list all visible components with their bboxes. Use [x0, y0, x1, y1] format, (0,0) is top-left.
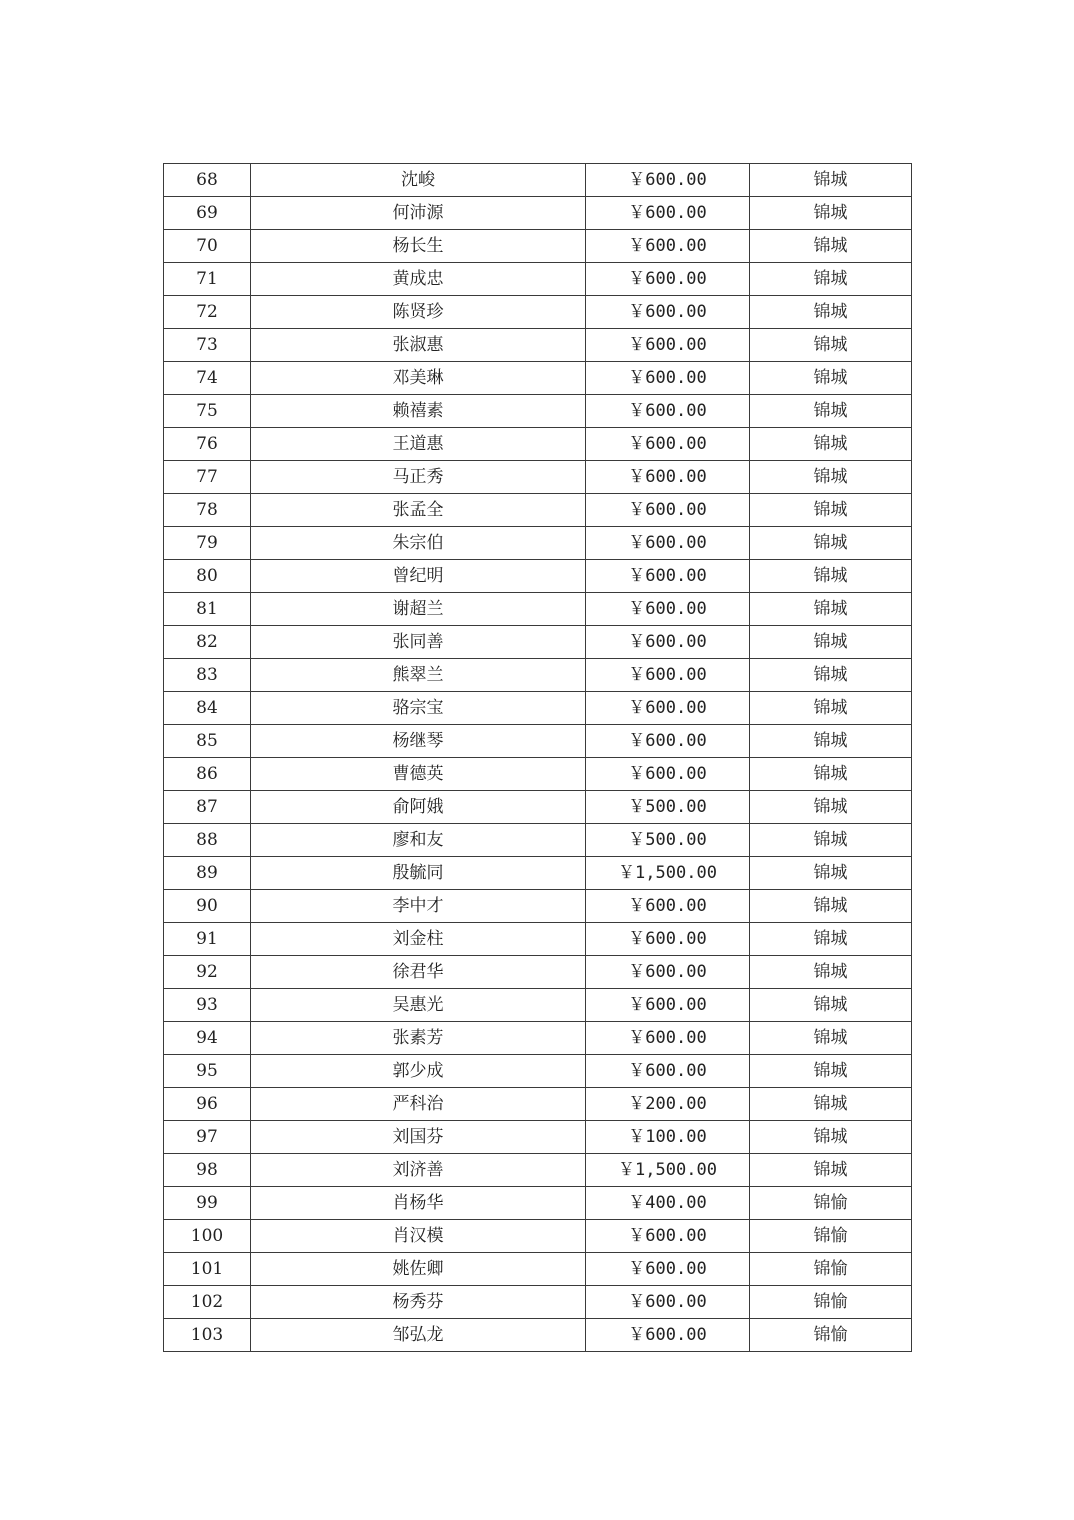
row-number-cell: 74	[164, 362, 251, 395]
name-cell: 肖杨华	[251, 1187, 586, 1220]
region-cell: 锦城	[750, 197, 912, 230]
region-cell: 锦愉	[750, 1319, 912, 1352]
region-cell: 锦城	[750, 164, 912, 197]
region-cell: 锦城	[750, 989, 912, 1022]
row-number-cell: 101	[164, 1253, 251, 1286]
amount-cell: ￥600.00	[586, 263, 750, 296]
region-cell: 锦愉	[750, 1253, 912, 1286]
row-number-cell: 81	[164, 593, 251, 626]
amount-cell: ￥600.00	[586, 923, 750, 956]
region-cell: 锦愉	[750, 1286, 912, 1319]
row-number-cell: 102	[164, 1286, 251, 1319]
row-number-cell: 70	[164, 230, 251, 263]
region-cell: 锦城	[750, 1055, 912, 1088]
name-cell: 赖禧素	[251, 395, 586, 428]
table-row	[164, 593, 912, 626]
table-row	[164, 527, 912, 560]
table-row	[164, 560, 912, 593]
amount-cell: ￥600.00	[586, 758, 750, 791]
table-row	[164, 1319, 912, 1352]
row-number-cell: 77	[164, 461, 251, 494]
table-row	[164, 824, 912, 857]
region-cell: 锦城	[750, 230, 912, 263]
row-number-cell: 95	[164, 1055, 251, 1088]
region-cell: 锦城	[750, 494, 912, 527]
amount-cell: ￥600.00	[586, 164, 750, 197]
name-cell: 肖汉模	[251, 1220, 586, 1253]
amount-cell: ￥600.00	[586, 1319, 750, 1352]
region-cell: 锦城	[750, 692, 912, 725]
row-number-cell: 69	[164, 197, 251, 230]
row-number-cell: 84	[164, 692, 251, 725]
region-cell: 锦城	[750, 659, 912, 692]
amount-cell: ￥600.00	[586, 560, 750, 593]
table-row	[164, 1088, 912, 1121]
amount-cell: ￥500.00	[586, 791, 750, 824]
row-number-cell: 79	[164, 527, 251, 560]
amount-cell: ￥600.00	[586, 527, 750, 560]
row-number-cell: 93	[164, 989, 251, 1022]
amount-cell: ￥600.00	[586, 692, 750, 725]
region-cell: 锦城	[750, 824, 912, 857]
amount-cell: ￥600.00	[586, 230, 750, 263]
region-cell: 锦城	[750, 329, 912, 362]
row-number-cell: 96	[164, 1088, 251, 1121]
row-number-cell: 83	[164, 659, 251, 692]
row-number-cell: 90	[164, 890, 251, 923]
region-cell: 锦城	[750, 461, 912, 494]
name-cell: 刘金柱	[251, 923, 586, 956]
amount-cell: ￥600.00	[586, 296, 750, 329]
table-row	[164, 1286, 912, 1319]
region-cell: 锦城	[750, 263, 912, 296]
amount-cell: ￥400.00	[586, 1187, 750, 1220]
amount-cell: ￥600.00	[586, 197, 750, 230]
amount-cell: ￥1,500.00	[586, 857, 750, 890]
region-cell: 锦城	[750, 428, 912, 461]
row-number-cell: 97	[164, 1121, 251, 1154]
table-row	[164, 923, 912, 956]
table-row	[164, 857, 912, 890]
name-cell: 何沛源	[251, 197, 586, 230]
table-row	[164, 725, 912, 758]
table-row	[164, 428, 912, 461]
row-number-cell: 98	[164, 1154, 251, 1187]
region-cell: 锦城	[750, 857, 912, 890]
amount-cell: ￥600.00	[586, 329, 750, 362]
amount-cell: ￥600.00	[586, 725, 750, 758]
table-row	[164, 890, 912, 923]
region-cell: 锦城	[750, 593, 912, 626]
table-row	[164, 791, 912, 824]
region-cell: 锦城	[750, 1088, 912, 1121]
row-number-cell: 87	[164, 791, 251, 824]
row-number-cell: 72	[164, 296, 251, 329]
amount-cell: ￥200.00	[586, 1088, 750, 1121]
table-row	[164, 758, 912, 791]
amount-cell: ￥600.00	[586, 494, 750, 527]
name-cell: 张同善	[251, 626, 586, 659]
region-cell: 锦城	[750, 725, 912, 758]
name-cell: 郭少成	[251, 1055, 586, 1088]
name-cell: 吴惠光	[251, 989, 586, 1022]
name-cell: 严科治	[251, 1088, 586, 1121]
table-row	[164, 626, 912, 659]
region-cell: 锦愉	[750, 1187, 912, 1220]
row-number-cell: 82	[164, 626, 251, 659]
region-cell: 锦城	[750, 890, 912, 923]
region-cell: 锦城	[750, 758, 912, 791]
table-row	[164, 1121, 912, 1154]
amount-cell: ￥600.00	[586, 461, 750, 494]
name-cell: 杨秀芬	[251, 1286, 586, 1319]
amount-cell: ￥600.00	[586, 593, 750, 626]
name-cell: 殷毓同	[251, 857, 586, 890]
amount-cell: ￥600.00	[586, 395, 750, 428]
table-row	[164, 989, 912, 1022]
name-cell: 陈贤珍	[251, 296, 586, 329]
amount-cell: ￥600.00	[586, 428, 750, 461]
row-number-cell: 100	[164, 1220, 251, 1253]
table-row	[164, 362, 912, 395]
name-cell: 马正秀	[251, 461, 586, 494]
name-cell: 俞阿娥	[251, 791, 586, 824]
name-cell: 张淑惠	[251, 329, 586, 362]
table-row	[164, 1220, 912, 1253]
table-row	[164, 1187, 912, 1220]
amount-cell: ￥600.00	[586, 1286, 750, 1319]
row-number-cell: 75	[164, 395, 251, 428]
row-number-cell: 68	[164, 164, 251, 197]
row-number-cell: 88	[164, 824, 251, 857]
name-cell: 张素芳	[251, 1022, 586, 1055]
row-number-cell: 73	[164, 329, 251, 362]
amount-cell: ￥1,500.00	[586, 1154, 750, 1187]
name-cell: 朱宗伯	[251, 527, 586, 560]
table-row	[164, 1154, 912, 1187]
amount-cell: ￥600.00	[586, 1022, 750, 1055]
name-cell: 杨长生	[251, 230, 586, 263]
table-row	[164, 263, 912, 296]
region-cell: 锦愉	[750, 1220, 912, 1253]
row-number-cell: 86	[164, 758, 251, 791]
region-cell: 锦城	[750, 296, 912, 329]
region-cell: 锦城	[750, 791, 912, 824]
name-cell: 谢超兰	[251, 593, 586, 626]
table-row	[164, 1055, 912, 1088]
name-cell: 姚佐卿	[251, 1253, 586, 1286]
table-row	[164, 329, 912, 362]
name-cell: 骆宗宝	[251, 692, 586, 725]
region-cell: 锦城	[750, 923, 912, 956]
row-number-cell: 89	[164, 857, 251, 890]
row-number-cell: 71	[164, 263, 251, 296]
name-cell: 沈峻	[251, 164, 586, 197]
amount-cell: ￥100.00	[586, 1121, 750, 1154]
table-row	[164, 395, 912, 428]
table-row	[164, 659, 912, 692]
amount-cell: ￥600.00	[586, 659, 750, 692]
region-cell: 锦城	[750, 1121, 912, 1154]
name-cell: 李中才	[251, 890, 586, 923]
amount-cell: ￥600.00	[586, 1253, 750, 1286]
name-cell: 邓美琳	[251, 362, 586, 395]
amount-cell: ￥600.00	[586, 1220, 750, 1253]
region-cell: 锦城	[750, 1022, 912, 1055]
name-cell: 王道惠	[251, 428, 586, 461]
name-cell: 刘国芬	[251, 1121, 586, 1154]
name-cell: 刘济善	[251, 1154, 586, 1187]
region-cell: 锦城	[750, 1154, 912, 1187]
name-cell: 廖和友	[251, 824, 586, 857]
row-number-cell: 91	[164, 923, 251, 956]
name-cell: 曾纪明	[251, 560, 586, 593]
row-number-cell: 78	[164, 494, 251, 527]
region-cell: 锦城	[750, 626, 912, 659]
region-cell: 锦城	[750, 527, 912, 560]
name-cell: 杨继琴	[251, 725, 586, 758]
name-cell: 熊翠兰	[251, 659, 586, 692]
row-number-cell: 92	[164, 956, 251, 989]
amount-cell: ￥600.00	[586, 362, 750, 395]
amount-cell: ￥600.00	[586, 890, 750, 923]
table-row	[164, 461, 912, 494]
amount-cell: ￥600.00	[586, 626, 750, 659]
amount-cell: ￥600.00	[586, 1055, 750, 1088]
table-row	[164, 692, 912, 725]
table-row	[164, 1022, 912, 1055]
amount-cell: ￥600.00	[586, 956, 750, 989]
row-number-cell: 85	[164, 725, 251, 758]
amount-cell: ￥500.00	[586, 824, 750, 857]
region-cell: 锦城	[750, 956, 912, 989]
table-row	[164, 296, 912, 329]
table-row	[164, 1253, 912, 1286]
table-row	[164, 230, 912, 263]
table-row	[164, 197, 912, 230]
table-row	[164, 956, 912, 989]
name-cell: 徐君华	[251, 956, 586, 989]
name-cell: 邹弘龙	[251, 1319, 586, 1352]
row-number-cell: 99	[164, 1187, 251, 1220]
row-number-cell: 76	[164, 428, 251, 461]
roster-table-body	[164, 164, 912, 1352]
region-cell: 锦城	[750, 560, 912, 593]
row-number-cell: 80	[164, 560, 251, 593]
table-row	[164, 164, 912, 197]
roster-table	[163, 163, 912, 1352]
row-number-cell: 103	[164, 1319, 251, 1352]
row-number-cell: 94	[164, 1022, 251, 1055]
amount-cell: ￥600.00	[586, 989, 750, 1022]
name-cell: 黄成忠	[251, 263, 586, 296]
region-cell: 锦城	[750, 362, 912, 395]
region-cell: 锦城	[750, 395, 912, 428]
name-cell: 曹德英	[251, 758, 586, 791]
name-cell: 张孟全	[251, 494, 586, 527]
table-row	[164, 494, 912, 527]
